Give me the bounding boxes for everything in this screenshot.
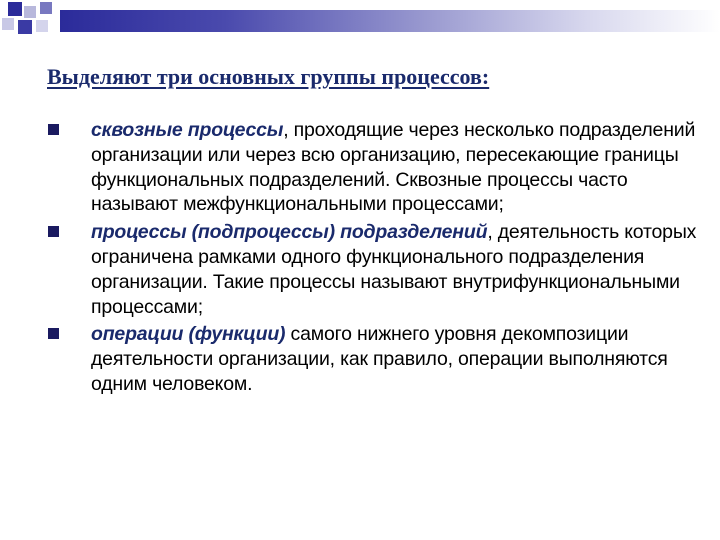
bullet-text xyxy=(91,119,695,215)
bullet-item xyxy=(47,118,697,217)
bullet-item xyxy=(47,220,697,319)
square-bullet-icon xyxy=(48,226,59,237)
bullet-term: операции (функции) xyxy=(91,323,286,346)
decor-square-1 xyxy=(8,2,22,16)
bullet-term: сквозные процессы xyxy=(91,119,284,141)
bullet-term: процессы (подпроцессы) подразделений xyxy=(91,221,488,244)
bullet-description: , проходящие через несколько подразделений организации или через всю организацию, пересекающие границы функциональных подразделений. Сквозные процессы часто называют межфункциональными процессами; xyxy=(91,119,696,216)
bullet-text xyxy=(91,323,668,395)
decor-square-5 xyxy=(18,20,32,34)
decor-square-2 xyxy=(24,6,36,18)
bullet-list xyxy=(47,118,697,400)
header-decoration xyxy=(0,0,720,40)
bullet-item xyxy=(47,322,697,396)
bullet-description: , деятельность которых ограничена рамками одного функционального подразделения организации. Такие процессы называют внутрифункциональными процессами; xyxy=(91,221,697,318)
header-gradient-bar xyxy=(60,10,720,32)
decor-square-4 xyxy=(2,18,14,30)
bullet-description: самого нижнего уровня декомпозиции деятельности организации, как правило, операции выполняются одним человеком. xyxy=(91,323,668,395)
bullet-text xyxy=(91,221,696,317)
square-bullet-icon xyxy=(48,328,59,339)
decor-square-6 xyxy=(36,20,48,32)
square-bullet-icon xyxy=(48,124,59,135)
slide-heading: Выделяют три основных группы процессов: xyxy=(47,64,490,89)
decor-square-3 xyxy=(40,2,52,14)
